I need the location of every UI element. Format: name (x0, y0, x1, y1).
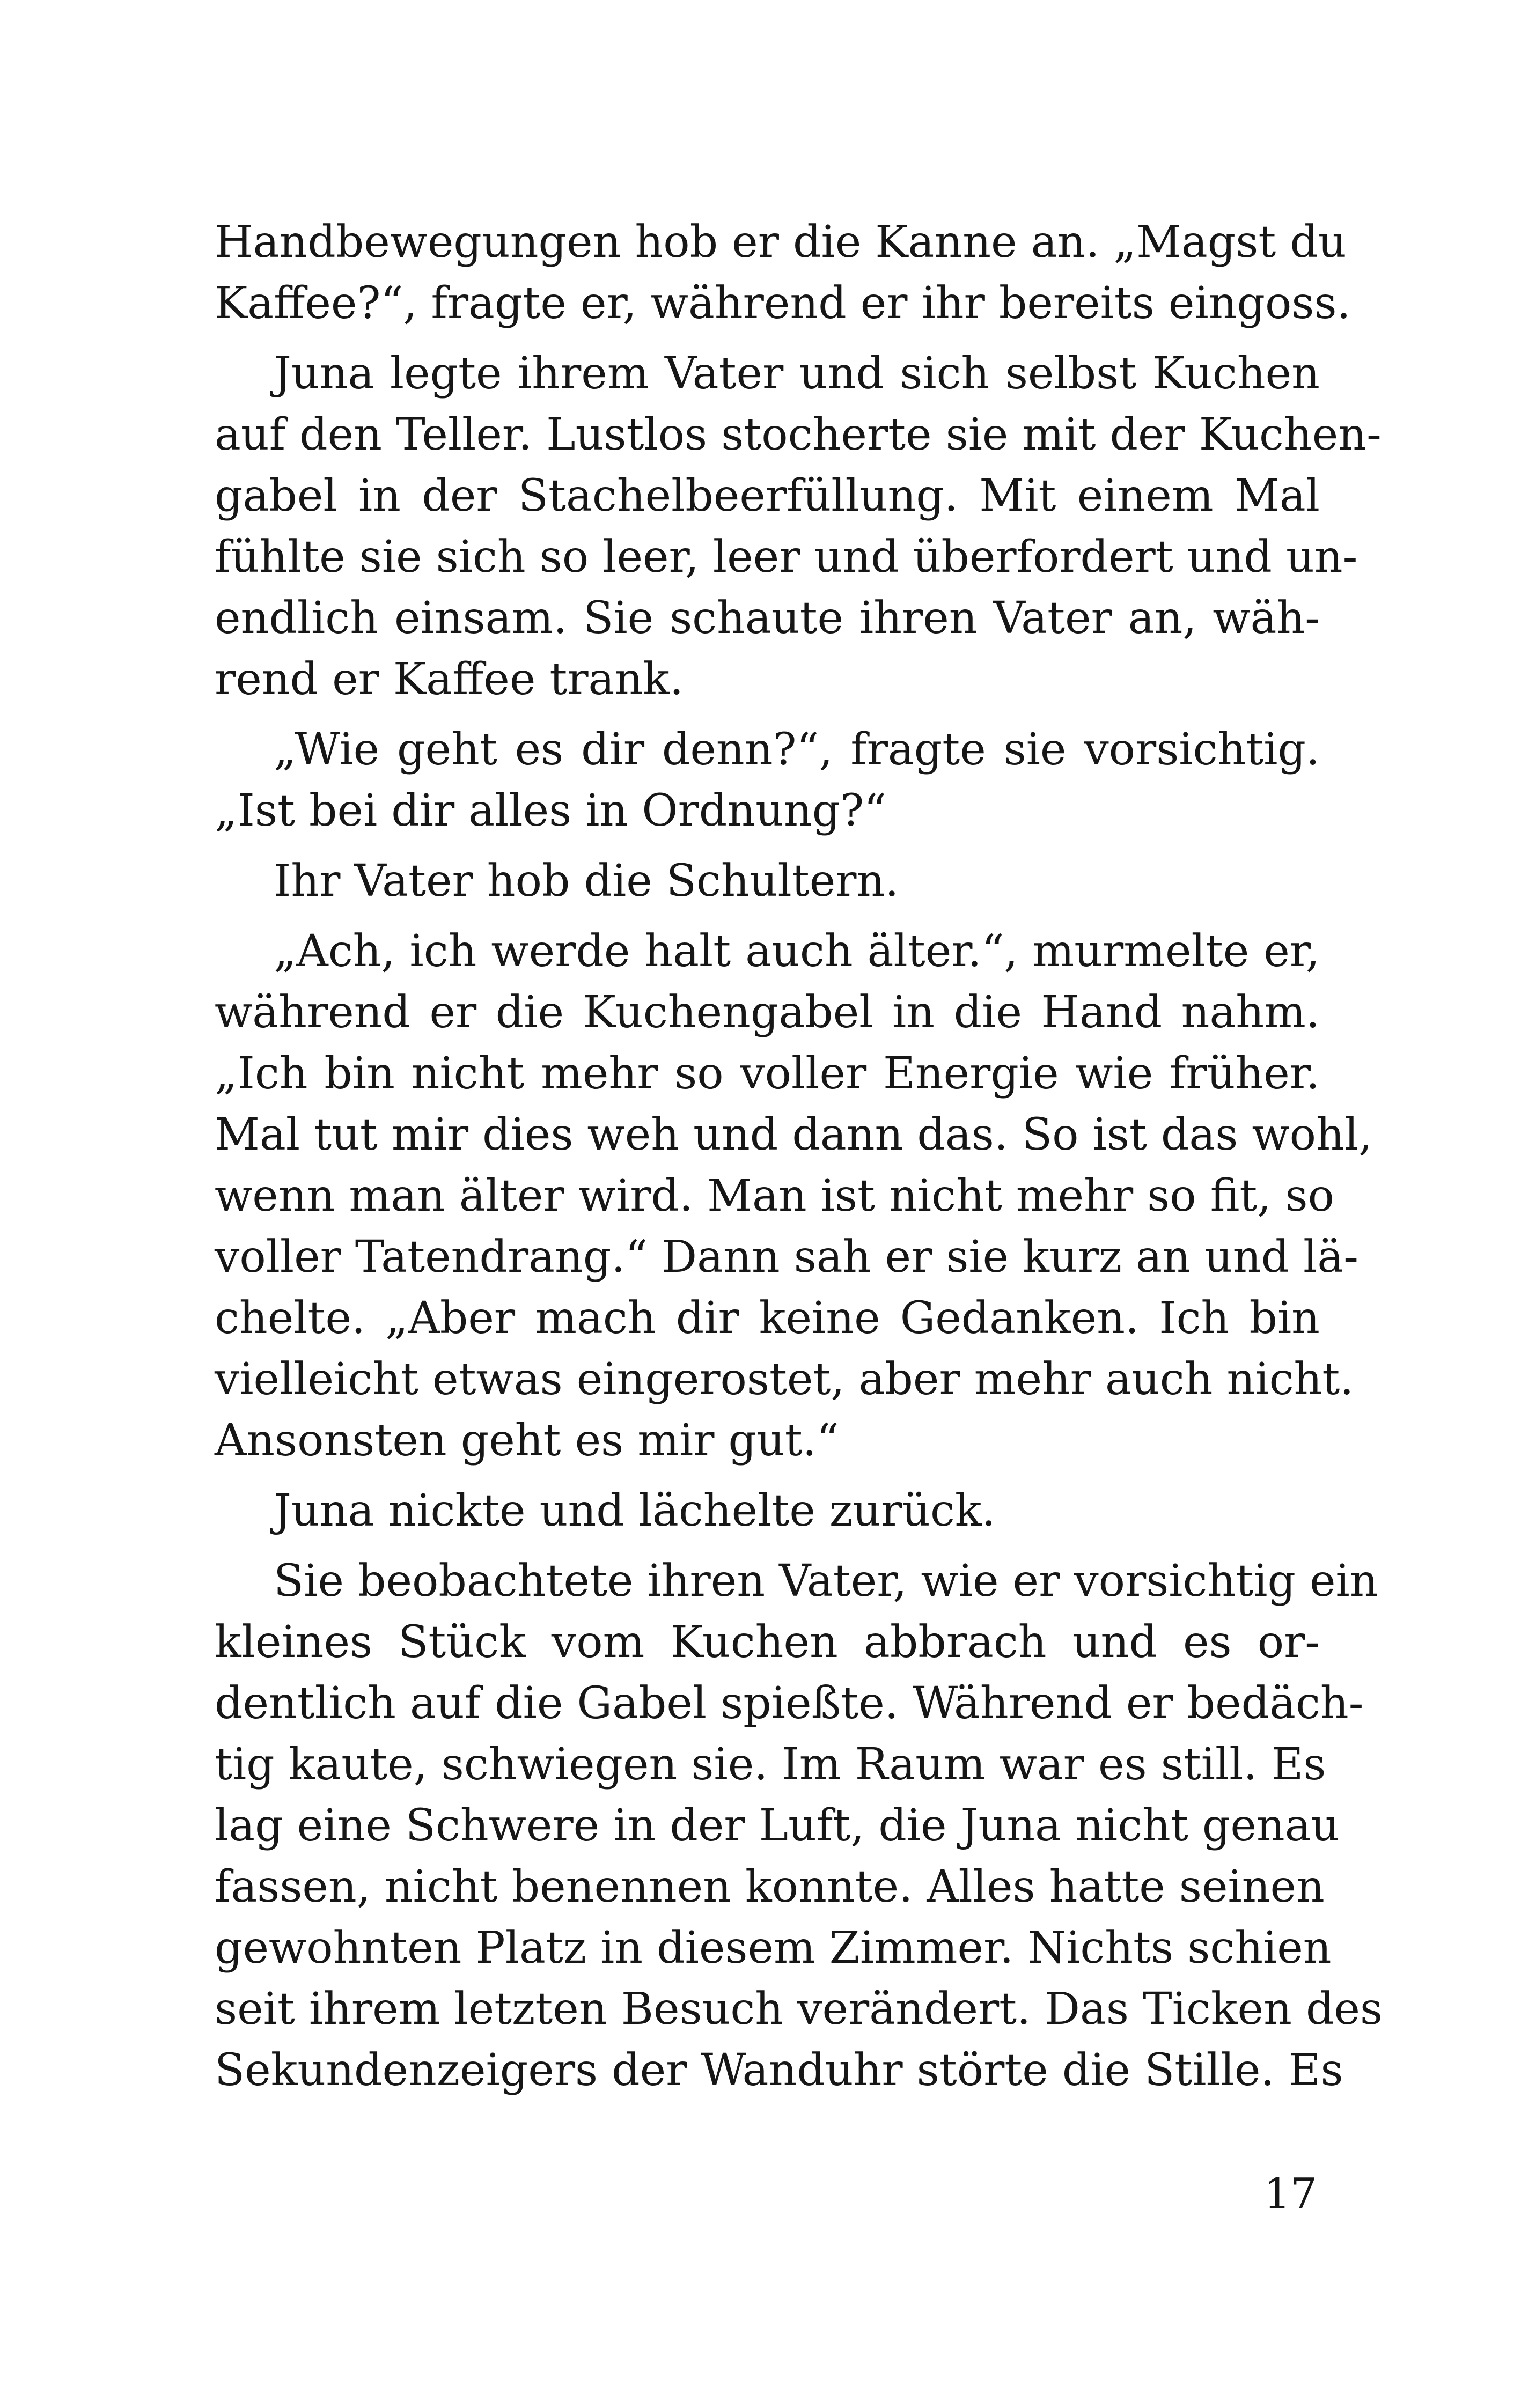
text-line: dentlich auf die Gabel spießte. Während er bedäch- (215, 1678, 1364, 1729)
text-line: während er die Kuchengabel in die Hand nahm. (215, 987, 1320, 1038)
paragraph (215, 719, 1320, 842)
paragraph (215, 1551, 1383, 2101)
text-line: Ihr Vater hob die Schultern. (274, 856, 899, 907)
text-line: auf den Teller. Lustlos stocherte sie mit der Kuchen- (215, 409, 1382, 460)
text-line: chelte. „Aber mach dir keine Gedanken. Ich bin (215, 1293, 1320, 1344)
text-line: Sekundenzeigers der Wanduhr störte die Stille. Es (215, 2045, 1343, 2096)
text-line: gabel in der Stachelbeerfüllung. Mit einem Mal (215, 470, 1320, 521)
paragraph (215, 212, 1351, 334)
paragraph (215, 343, 1382, 710)
text-line: fassen, nicht benennen konnte. Alles hatte seinen (215, 1861, 1325, 1912)
text-line: endlich einsam. Sie schaute ihren Vater an, wäh- (215, 593, 1320, 644)
paragraph (215, 921, 1373, 1471)
text-line: rend er Kaffee trank. (215, 654, 684, 705)
text-line: Sie beobachtete ihren Vater, wie er vorsichtig ein (274, 1556, 1378, 1607)
text-line: tig kaute, schwiegen sie. Im Raum war es still. Es (215, 1739, 1326, 1790)
text-line: voller Tatendrang.“ Dann sah er sie kurz an und lä- (215, 1232, 1358, 1283)
text-line: Juna nickte und lächelte zurück. (274, 1485, 996, 1536)
page-number: 17 (1263, 2170, 1317, 2218)
text-line: „Ist bei dir alles in Ordnung?“ (215, 785, 887, 836)
body-text (215, 212, 1383, 2101)
paragraph (215, 1481, 1320, 1542)
text-line: fühlte sie sich so leer, leer und überfordert und un- (215, 532, 1358, 583)
text-line: Kaffee?“, fragte er, während er ihr bereits eingoss. (215, 278, 1351, 329)
text-line: „Ach, ich werde halt auch älter.“, murmelte er, (274, 926, 1320, 977)
text-line: Ansonsten geht es mir gut.“ (215, 1415, 839, 1466)
text-line: Handbewegungen hob er die Kanne an. „Magst du (215, 217, 1347, 268)
text-line: „Wie geht es dir denn?“, fragte sie vorsichtig. (274, 724, 1320, 775)
text-line: wenn man älter wird. Man ist nicht mehr so fit, so (215, 1170, 1334, 1221)
paragraph (215, 851, 1320, 912)
text-line: seit ihrem letzten Besuch verändert. Das Ticken des (215, 1984, 1383, 2035)
text-line: Juna legte ihrem Vater und sich selbst Kuchen (274, 348, 1320, 399)
text-line: vielleicht etwas eingerostet, aber mehr auch nicht. (215, 1354, 1354, 1405)
text-line: lag eine Schwere in der Luft, die Juna nicht genau (215, 1800, 1340, 1851)
text-line: gewohnten Platz in diesem Zimmer. Nichts schien (215, 1923, 1332, 1973)
text-line: „Ich bin nicht mehr so voller Energie wie früher. (215, 1048, 1320, 1099)
text-line: Mal tut mir dies weh und dann das. So ist das wohl, (215, 1109, 1373, 1160)
text-line: kleines Stück vom Kuchen abbrach und es or- (215, 1617, 1320, 1668)
